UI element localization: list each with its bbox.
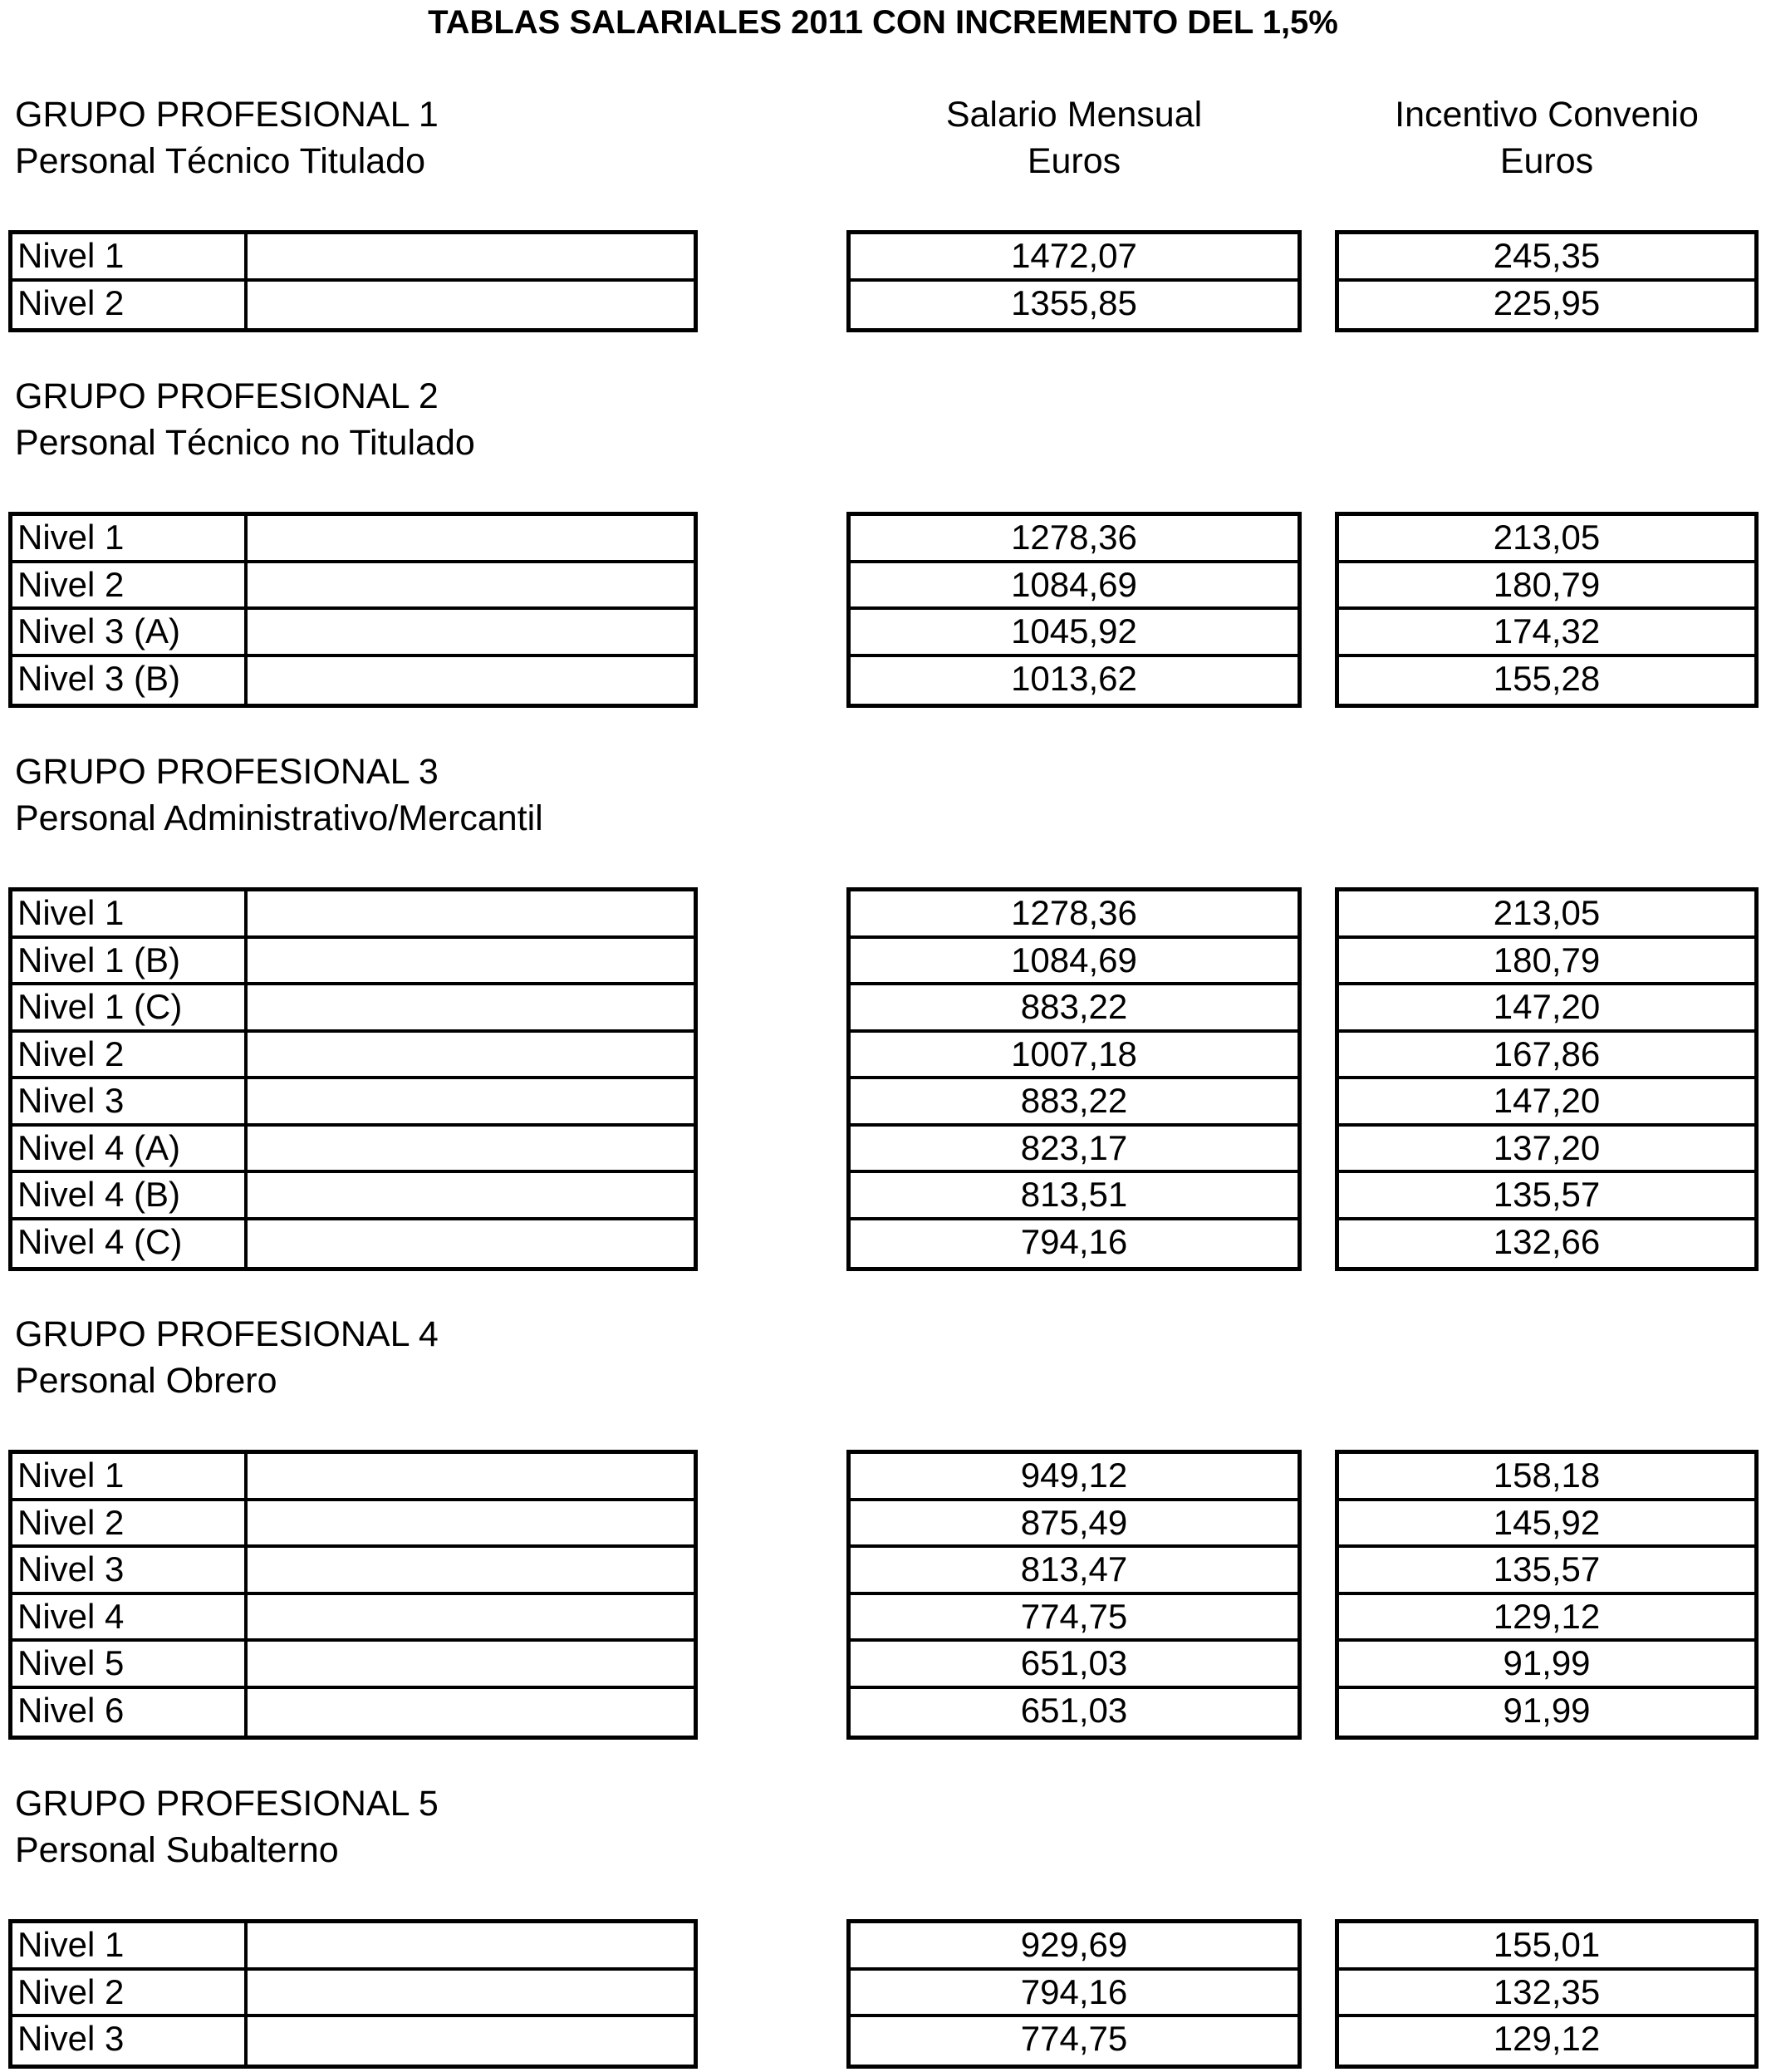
nivel-cell: Nivel 2: [12, 1971, 248, 2015]
table-row: [12, 1454, 694, 1501]
empty-cell: [248, 234, 694, 278]
group-name: GRUPO PROFESIONAL 3: [15, 752, 439, 792]
nivel-table: [8, 1450, 698, 1740]
incentivo-cell: 145,92: [1339, 1501, 1754, 1549]
incentivo-table: [1335, 512, 1759, 708]
nivel-table: [8, 512, 698, 708]
salario-cell: 774,75: [1020, 2019, 1128, 2058]
salario-cell: 774,75: [851, 1595, 1298, 1642]
salario-cell: 929,69: [851, 1923, 1298, 1971]
salario-cell: 1278,36: [851, 516, 1298, 563]
incentivo-cell: 155,28: [1493, 658, 1601, 698]
nivel-cell: Nivel 1: [12, 1923, 248, 1967]
salario-cell: 1007,18: [851, 1033, 1298, 1080]
nivel-cell: Nivel 1: [12, 516, 248, 560]
nivel-cell: Nivel 1: [12, 234, 248, 278]
incentivo-cell: 147,20: [1339, 1079, 1754, 1127]
empty-cell: [248, 1689, 694, 1736]
table-row: [12, 939, 694, 986]
salario-cell: 823,17: [851, 1127, 1298, 1174]
incentivo-cell: 135,57: [1339, 1548, 1754, 1595]
incentivo-cell: 213,05: [1339, 516, 1754, 563]
nivel-cell: Nivel 1: [12, 1454, 248, 1498]
nivel-cell: Nivel 2: [12, 1501, 248, 1545]
salario-table: [846, 1919, 1302, 2069]
empty-cell: [248, 2017, 694, 2065]
salario-cell: 794,16: [1020, 1221, 1128, 1261]
empty-cell: [248, 1971, 694, 2015]
salario-cell: 651,03: [1020, 1690, 1128, 1730]
nivel-cell: Nivel 4 (B): [12, 1173, 248, 1217]
salario-cell: 1084,69: [851, 939, 1298, 986]
nivel-cell: Nivel 1 (B): [12, 939, 248, 983]
empty-cell: [248, 939, 694, 983]
empty-cell: [248, 985, 694, 1029]
salario-cell: 813,51: [851, 1173, 1298, 1220]
salario-cell: 1013,62: [1011, 658, 1137, 698]
table-row: [12, 1971, 694, 2018]
salario-cell: 1278,36: [851, 891, 1298, 939]
incentivo-table: [1335, 1919, 1759, 2069]
group-heading: [15, 373, 475, 466]
nivel-cell: Nivel 4: [12, 1595, 248, 1639]
empty-cell: [248, 1033, 694, 1077]
empty-cell: [248, 563, 694, 607]
table-row: [12, 1595, 694, 1642]
incentivo-header-line-2: Euros: [1499, 141, 1594, 181]
empty-cell: [248, 610, 694, 654]
incentivo-cell: 137,20: [1339, 1127, 1754, 1174]
empty-cell: [248, 1079, 694, 1123]
nivel-cell: Nivel 3 (B): [12, 657, 248, 705]
nivel-table: [8, 230, 698, 332]
nivel-cell: Nivel 3: [12, 1548, 248, 1592]
salario-cell: 949,12: [851, 1454, 1298, 1501]
table-row: [12, 516, 694, 563]
salario-cell: 794,16: [851, 1971, 1298, 2018]
incentivo-table: [1335, 887, 1759, 1271]
table-row: [12, 282, 694, 329]
salario-table: [846, 1450, 1302, 1740]
table-row: [12, 1501, 694, 1549]
salario-cell: 883,22: [851, 1079, 1298, 1127]
salario-header-line-2: Euros: [1027, 141, 1121, 181]
nivel-cell: Nivel 5: [12, 1642, 248, 1686]
incentivo-cell: 132,35: [1339, 1971, 1754, 2018]
table-row: [12, 1173, 694, 1220]
table-row: [12, 1220, 694, 1268]
salario-cell: 1084,69: [851, 563, 1298, 611]
group-heading: [15, 1780, 439, 1873]
group-name: GRUPO PROFESIONAL 4: [15, 1314, 439, 1354]
group-subtitle: Personal Administrativo/Mercantil: [15, 798, 543, 838]
incentivo-cell: 147,20: [1339, 985, 1754, 1033]
nivel-cell: Nivel 2: [12, 282, 248, 329]
empty-cell: [248, 1501, 694, 1545]
empty-cell: [248, 1548, 694, 1592]
table-row: [12, 2017, 694, 2065]
table-row: [12, 1079, 694, 1127]
incentivo-cell: 167,86: [1339, 1033, 1754, 1080]
empty-cell: [248, 1454, 694, 1498]
group-subtitle: Personal Obrero: [15, 1361, 277, 1401]
incentivo-cell: 180,79: [1339, 939, 1754, 986]
incentivo-cell: 245,35: [1339, 234, 1754, 282]
salario-cell: 1045,92: [851, 610, 1298, 657]
salario-table: [846, 887, 1302, 1271]
group-subtitle: Personal Técnico Titulado: [15, 141, 425, 181]
table-row: [12, 657, 694, 705]
empty-cell: [248, 891, 694, 935]
nivel-cell: Nivel 2: [12, 1033, 248, 1077]
incentivo-cell: 155,01: [1339, 1923, 1754, 1971]
nivel-table: [8, 887, 698, 1271]
group-name: GRUPO PROFESIONAL 2: [15, 376, 439, 416]
nivel-cell: Nivel 4 (A): [12, 1127, 248, 1171]
salario-cell: 1472,07: [851, 234, 1298, 282]
incentivo-cell: 174,32: [1339, 610, 1754, 657]
nivel-cell: Nivel 3: [12, 2017, 248, 2065]
nivel-cell: Nivel 6: [12, 1689, 248, 1736]
salario-cell: 813,47: [851, 1548, 1298, 1595]
nivel-cell: Nivel 1 (C): [12, 985, 248, 1029]
nivel-cell: Nivel 4 (C): [12, 1220, 248, 1268]
incentivo-cell: 91,99: [1503, 1690, 1591, 1730]
salario-table: [846, 512, 1302, 708]
incentivo-table: [1335, 1450, 1759, 1740]
empty-cell: [248, 657, 694, 705]
group-name: GRUPO PROFESIONAL 5: [15, 1784, 439, 1824]
nivel-cell: Nivel 1: [12, 891, 248, 935]
incentivo-cell: 129,12: [1339, 1595, 1754, 1642]
incentivo-cell: 135,57: [1339, 1173, 1754, 1220]
group-subtitle: Personal Técnico no Titulado: [15, 423, 475, 463]
incentivo-cell: 180,79: [1339, 563, 1754, 611]
group-heading: [15, 91, 439, 184]
table-row: [12, 1127, 694, 1174]
incentivo-table: [1335, 230, 1759, 332]
salario-cell: 883,22: [851, 985, 1298, 1033]
incentivo-cell: 225,95: [1493, 282, 1601, 322]
empty-cell: [248, 1642, 694, 1686]
nivel-cell: Nivel 3: [12, 1079, 248, 1123]
table-row: [12, 985, 694, 1033]
group-heading: [15, 749, 543, 842]
table-row: [12, 563, 694, 611]
incentivo-cell: 132,66: [1493, 1221, 1601, 1261]
empty-cell: [248, 1127, 694, 1171]
salario-header-line-1: Salario Mensual: [945, 95, 1203, 135]
table-row: [12, 610, 694, 657]
nivel-cell: Nivel 2: [12, 563, 248, 607]
table-row: [12, 1548, 694, 1595]
incentivo-column-header: [1335, 91, 1759, 184]
salario-table: [846, 230, 1302, 332]
incentivo-cell: 91,99: [1339, 1642, 1754, 1689]
table-row: [12, 1689, 694, 1736]
table-row: [12, 1642, 694, 1689]
incentivo-cell: 213,05: [1339, 891, 1754, 939]
table-row: [12, 891, 694, 939]
table-row: [12, 234, 694, 282]
salario-cell: 651,03: [851, 1642, 1298, 1689]
table-row: [12, 1033, 694, 1080]
empty-cell: [248, 1173, 694, 1217]
empty-cell: [248, 1923, 694, 1967]
empty-cell: [248, 516, 694, 560]
page-title: TABLAS SALARIALES 2011 CON INCREMENTO DEL 1,5%: [428, 4, 1338, 41]
incentivo-header-line-1: Incentivo Convenio: [1395, 95, 1699, 135]
empty-cell: [248, 1220, 694, 1268]
salario-cell: 1355,85: [1011, 282, 1137, 322]
salario-column-header: [846, 91, 1302, 184]
empty-cell: [248, 1595, 694, 1639]
group-heading: [15, 1311, 439, 1404]
salario-cell: 875,49: [851, 1501, 1298, 1549]
group-subtitle: Personal Subalterno: [15, 1830, 339, 1870]
nivel-cell: Nivel 3 (A): [12, 610, 248, 654]
empty-cell: [248, 282, 694, 329]
incentivo-cell: 158,18: [1339, 1454, 1754, 1501]
table-row: [12, 1923, 694, 1971]
nivel-table: [8, 1919, 698, 2069]
group-name: GRUPO PROFESIONAL 1: [15, 95, 439, 135]
incentivo-cell: 129,12: [1493, 2019, 1601, 2058]
